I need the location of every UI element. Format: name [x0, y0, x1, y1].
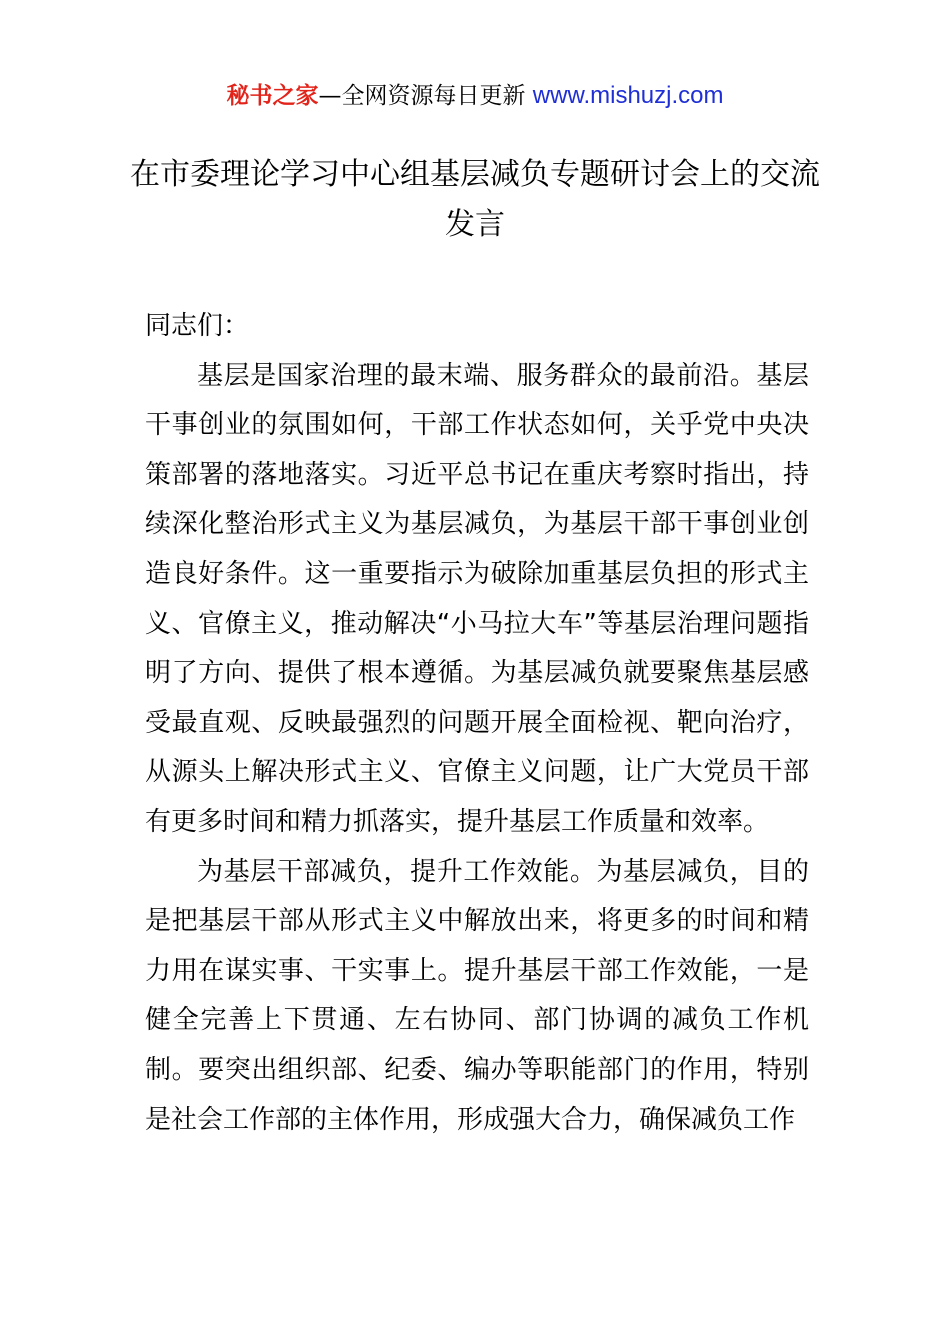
paragraph-2: 为基层干部减负，提升工作效能。为基层减负，目的是把基层干部从形式主义中解放出来，将更多的时间和精力用在谋实事、干实事上。提升基层干部工作效能，一是健全完善上下贯通、左右协同、部门协调的减负工作机制。要突出组织部、纪委、编办等职能部门的作用，特别是社会工作部的主体作用，形成强大合力，确保减负工作	[145, 856, 809, 1135]
paragraph-1: 基层是国家治理的最末端、服务群众的最前沿。基层干事创业的氛围如何，干部工作状态如何，关乎党中央决策部署的落地落实。习近平总书记在重庆考察时指出，持续深化整治形式主义为基层减负，为基层干部干事创业创造良好条件。这一重要指示为破除加重基层负担的形式主义、官僚主义，推动解决“小马拉大车”等基层治理问题指明了方向、提供了根本遵循。为基层减负就要聚焦基层感受最直观、反映最强烈的问题开展全面检视、靶向治疗，从源头上解决形式主义、官僚主义问题，让广大党员干部有更多时间和精力抓落实，提升基层工作质量和效率。	[145, 360, 809, 837]
site-header	[0, 80, 950, 112]
site-brand: 秘书之家	[226, 83, 319, 109]
site-tagline: —全网资源每日更新	[318, 83, 526, 109]
site-url-link[interactable]: www.mishuzj.com	[532, 82, 724, 109]
document-title: 在市委理论学习中心组基层减负专题研讨会上的交流发言	[130, 157, 820, 242]
greeting: 同志们：	[145, 311, 250, 341]
document-body	[145, 302, 809, 1145]
